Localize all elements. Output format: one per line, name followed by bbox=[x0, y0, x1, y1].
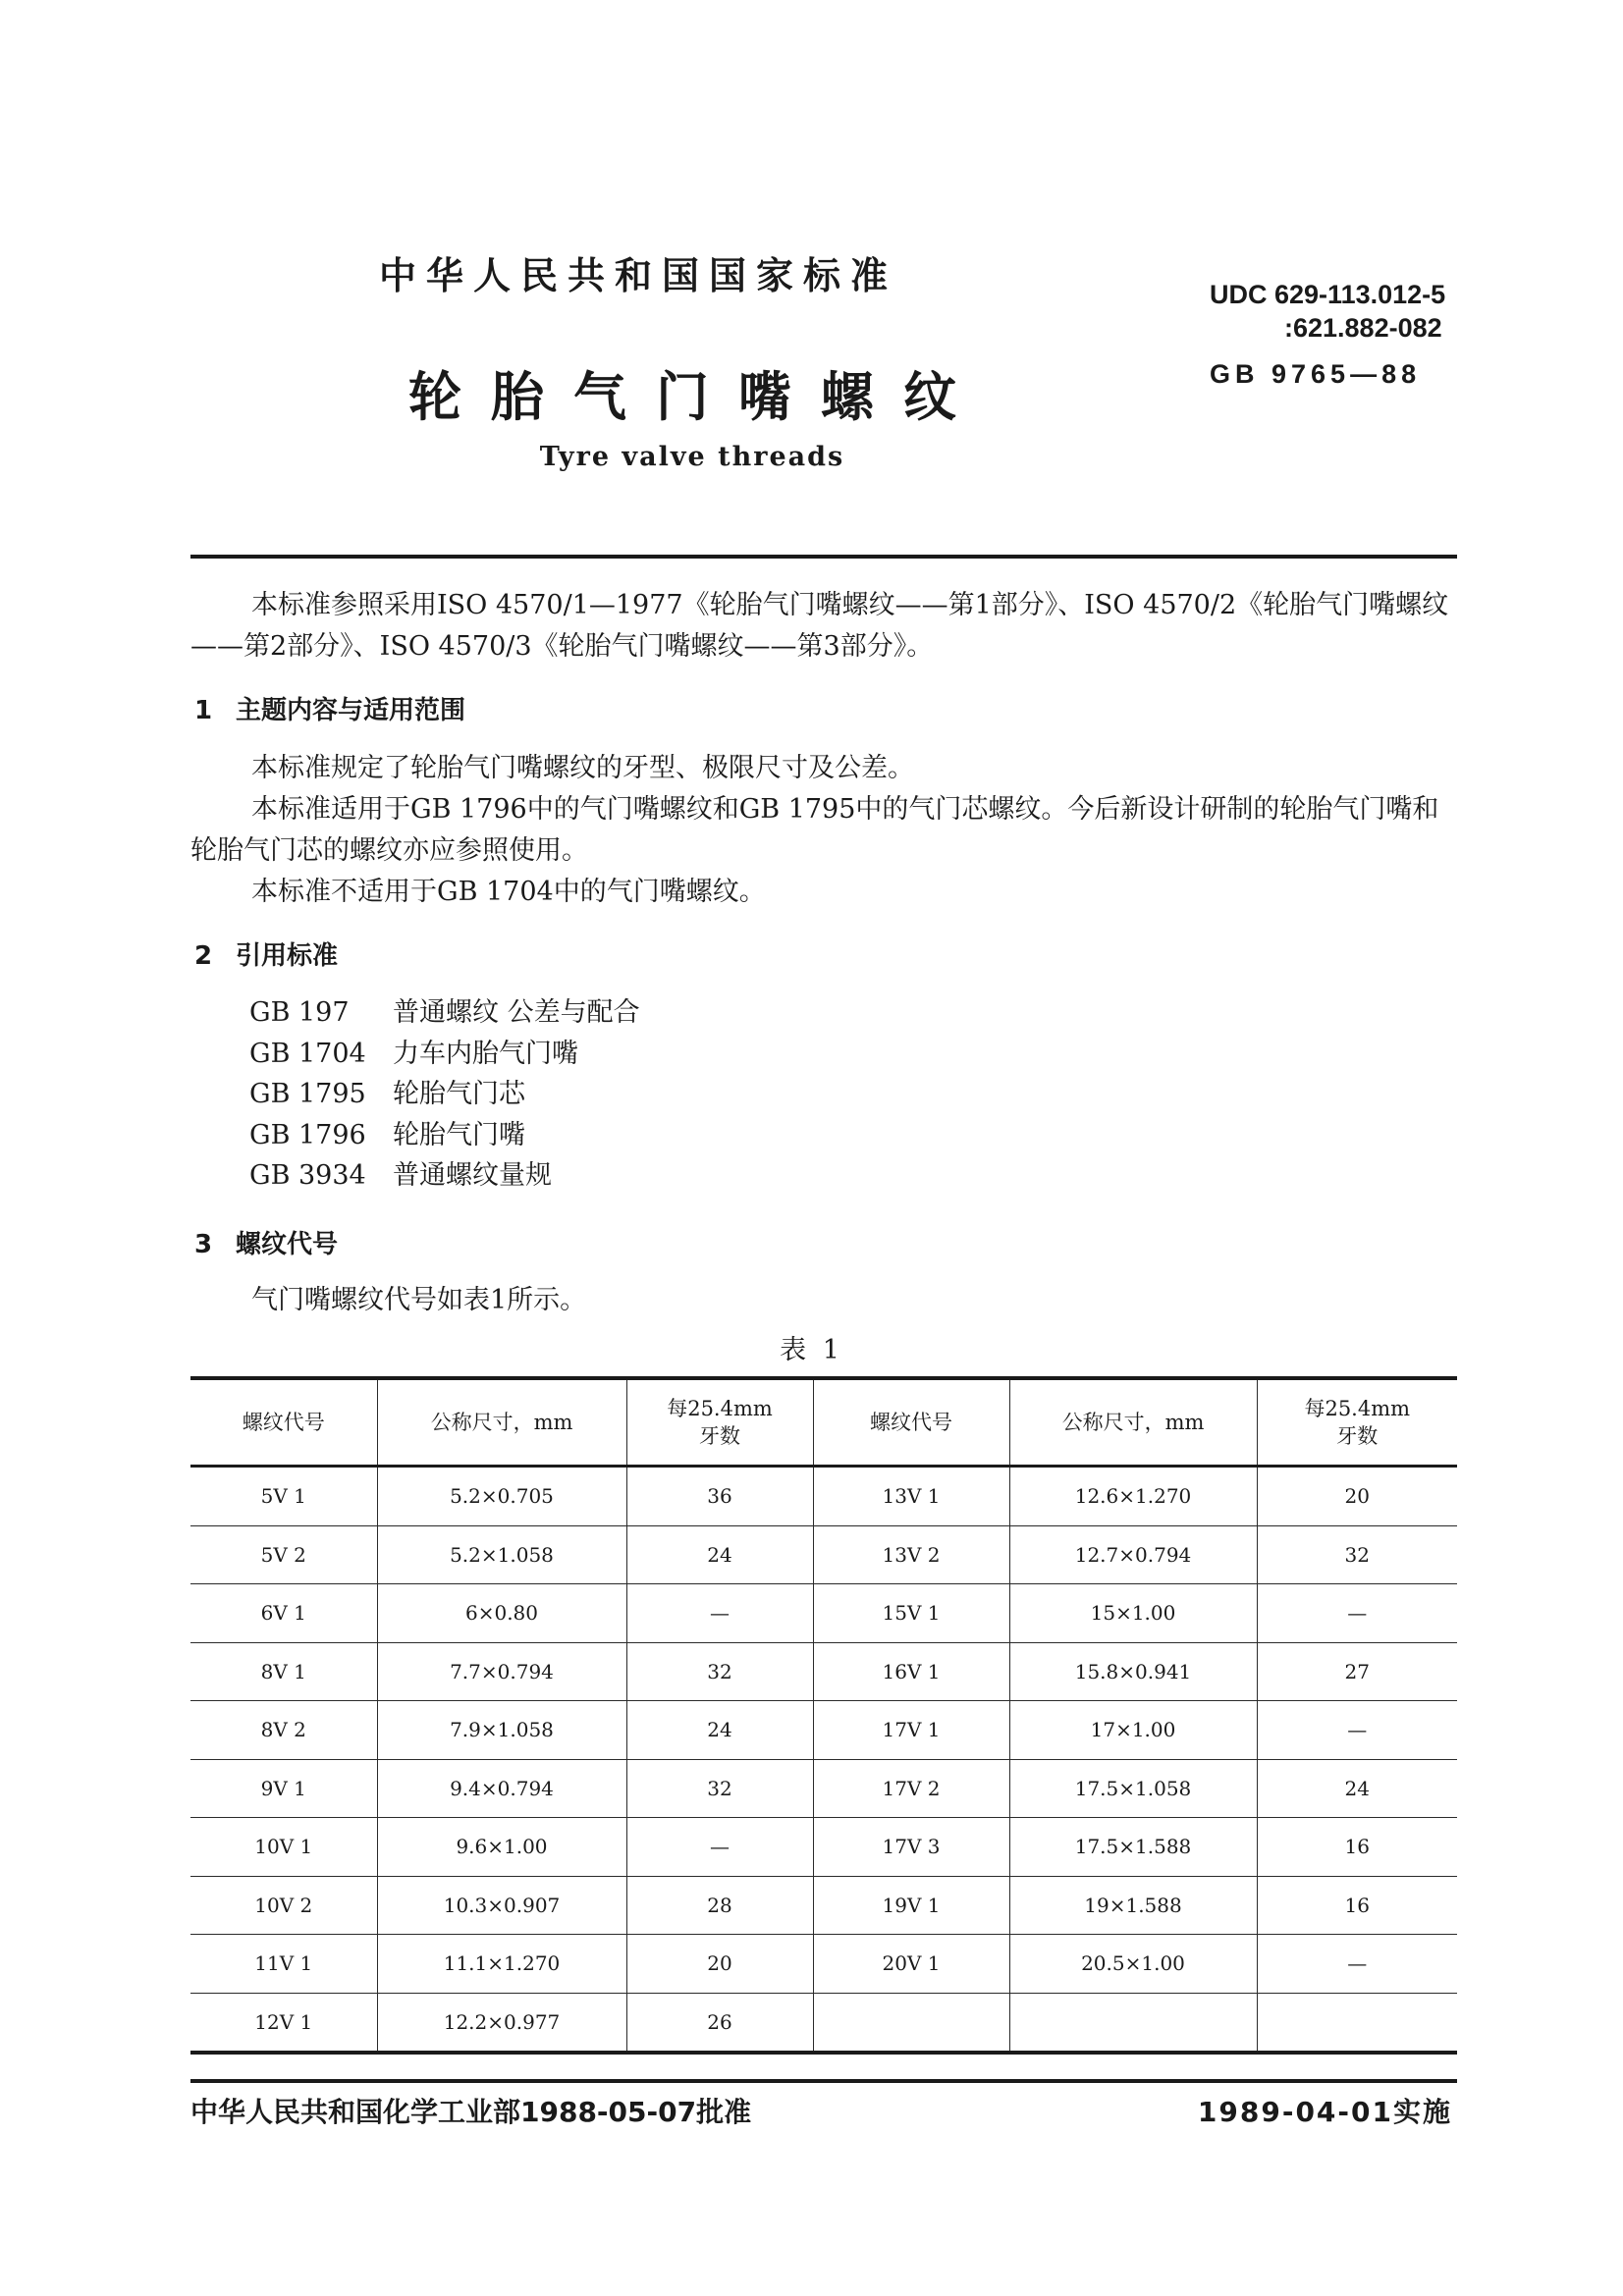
nominal-size-cell: 11.1×1.270 bbox=[377, 1935, 626, 1994]
thread-code-cell: 19V 1 bbox=[813, 1876, 1009, 1935]
reference-item bbox=[249, 1074, 640, 1115]
section-1-number: 1 bbox=[194, 696, 213, 725]
thread-code-cell: 5V 1 bbox=[190, 1467, 377, 1526]
header-tpi-line-1: 每25.4mm bbox=[667, 1397, 773, 1420]
table-caption: 表 1 bbox=[780, 1335, 843, 1365]
nominal-size-cell: 12.7×0.794 bbox=[1009, 1525, 1257, 1584]
nominal-size-cell: 17.5×1.058 bbox=[1009, 1759, 1257, 1818]
reference-code: GB 1796 bbox=[249, 1119, 366, 1150]
nominal-size-cell: 9.6×1.00 bbox=[377, 1818, 626, 1877]
national-standard-heading: 中华人民共和国国家标准 bbox=[378, 254, 897, 297]
table-row bbox=[190, 1818, 1457, 1877]
tpi-cell: 20 bbox=[1257, 1467, 1457, 1526]
footer-rule bbox=[190, 2079, 1457, 2083]
thread-code-cell: 5V 2 bbox=[190, 1525, 377, 1584]
section-3-paragraph: 气门嘴螺纹代号如表1所示。 bbox=[251, 1285, 587, 1315]
section-3-number: 3 bbox=[194, 1230, 213, 1259]
reference-name: 普通螺纹 公差与配合 bbox=[393, 997, 640, 1028]
thread-code-cell: 9V 1 bbox=[190, 1759, 377, 1818]
tpi-cell: 16 bbox=[1257, 1818, 1457, 1877]
thread-code-cell: 17V 1 bbox=[813, 1701, 1009, 1760]
tpi-cell: 20 bbox=[626, 1935, 813, 1994]
tpi-cell: 32 bbox=[626, 1642, 813, 1701]
nominal-size-cell: 17×1.00 bbox=[1009, 1701, 1257, 1760]
table-header-row bbox=[190, 1378, 1457, 1467]
nominal-size-cell: 5.2×0.705 bbox=[377, 1467, 626, 1526]
reference-name: 力车内胎气门嘴 bbox=[393, 1038, 578, 1069]
section-1-paragraph: 本标准适用于GB 1796中的气门嘴螺纹和GB 1795中的气门芯螺纹。今后新设计研制的轮胎气门嘴和轮胎气门芯的螺纹亦应参照使用。 bbox=[190, 794, 1439, 866]
document-title-english: Tyre valve threads bbox=[539, 442, 845, 472]
header-tpi-line-1: 每25.4mm bbox=[1304, 1397, 1411, 1420]
tpi-cell: 28 bbox=[626, 1876, 813, 1935]
header-threads-per-inch bbox=[626, 1378, 813, 1467]
reference-item bbox=[249, 1155, 640, 1197]
thread-code-cell: 13V 1 bbox=[813, 1467, 1009, 1526]
section-3-title: 螺纹代号 bbox=[236, 1230, 339, 1259]
thread-code-cell bbox=[813, 1993, 1009, 2053]
nominal-size-cell: 20.5×1.00 bbox=[1009, 1935, 1257, 1994]
tpi-cell: 26 bbox=[626, 1993, 813, 2053]
tpi-cell: — bbox=[626, 1584, 813, 1643]
table-row bbox=[190, 1876, 1457, 1935]
reference-item bbox=[249, 1115, 640, 1156]
tpi-cell: 24 bbox=[626, 1525, 813, 1584]
nominal-size-cell: 7.7×0.794 bbox=[377, 1642, 626, 1701]
section-2-number: 2 bbox=[194, 941, 213, 971]
header-thread-code: 螺纹代号 bbox=[190, 1378, 377, 1467]
nominal-size-cell bbox=[1009, 1993, 1257, 2053]
reference-code: GB 1704 bbox=[249, 1038, 366, 1069]
thread-code-cell: 10V 1 bbox=[190, 1818, 377, 1877]
intro-text: 本标准参照采用ISO 4570/1—1977《轮胎气门嘴螺纹——第1部分》、ISO 4570/2《轮胎气门嘴螺纹——第2部分》、ISO 4570/3《轮胎气门嘴螺纹——第3部分》。 bbox=[190, 590, 1449, 662]
nominal-size-cell: 12.6×1.270 bbox=[1009, 1467, 1257, 1526]
tpi-cell: — bbox=[626, 1818, 813, 1877]
tpi-cell: — bbox=[1257, 1701, 1457, 1760]
table-row bbox=[190, 1993, 1457, 2053]
nominal-size-cell: 5.2×1.058 bbox=[377, 1525, 626, 1584]
thread-code-cell: 12V 1 bbox=[190, 1993, 377, 2053]
table-row bbox=[190, 1935, 1457, 1994]
nominal-size-cell: 19×1.588 bbox=[1009, 1876, 1257, 1935]
section-3-heading bbox=[194, 1224, 338, 1260]
nominal-size-cell: 17.5×1.588 bbox=[1009, 1818, 1257, 1877]
section-3-body bbox=[190, 1280, 1457, 1321]
section-1-paragraph: 本标准不适用于GB 1704中的气门嘴螺纹。 bbox=[251, 877, 766, 907]
section-1-paragraph: 本标准规定了轮胎气门嘴螺纹的牙型、极限尺寸及公差。 bbox=[251, 753, 914, 783]
reference-code: GB 1795 bbox=[249, 1079, 366, 1109]
reference-item bbox=[249, 992, 640, 1034]
tpi-cell bbox=[1257, 1993, 1457, 2053]
tpi-cell: 16 bbox=[1257, 1876, 1457, 1935]
thread-code-cell: 16V 1 bbox=[813, 1642, 1009, 1701]
header-rule bbox=[190, 555, 1457, 559]
table-row bbox=[190, 1467, 1457, 1526]
header-thread-code: 螺纹代号 bbox=[813, 1378, 1009, 1467]
reference-name: 轮胎气门嘴 bbox=[393, 1119, 525, 1150]
reference-name: 普通螺纹量规 bbox=[393, 1160, 552, 1191]
reference-list bbox=[249, 992, 640, 1197]
tpi-cell: 27 bbox=[1257, 1642, 1457, 1701]
udc-line-2: :621.882-082 bbox=[1284, 313, 1442, 343]
section-1-body bbox=[190, 748, 1457, 913]
gb-number: GB 9765—88 bbox=[1210, 359, 1422, 389]
table-row bbox=[190, 1525, 1457, 1584]
nominal-size-cell: 10.3×0.907 bbox=[377, 1876, 626, 1935]
table-row bbox=[190, 1642, 1457, 1701]
header-tpi-line-2: 牙数 bbox=[1336, 1424, 1379, 1448]
header-threads-per-inch bbox=[1257, 1378, 1457, 1467]
implementation-date: 1989-04-01实施 bbox=[1197, 2096, 1452, 2128]
header-tpi-line-2: 牙数 bbox=[699, 1424, 740, 1448]
section-2-title: 引用标准 bbox=[236, 941, 339, 971]
reference-item bbox=[249, 1034, 640, 1075]
tpi-cell: 36 bbox=[626, 1467, 813, 1526]
nominal-size-cell: 12.2×0.977 bbox=[377, 1993, 626, 2053]
table-row bbox=[190, 1759, 1457, 1818]
thread-code-table bbox=[190, 1376, 1457, 2055]
approval-text: 中华人民共和国化学工业部1988-05-07批准 bbox=[190, 2096, 752, 2128]
intro-paragraph bbox=[190, 585, 1457, 667]
thread-code-cell: 17V 3 bbox=[813, 1818, 1009, 1877]
tpi-cell: — bbox=[1257, 1935, 1457, 1994]
reference-name: 轮胎气门芯 bbox=[393, 1079, 525, 1109]
reference-code: GB 197 bbox=[249, 997, 350, 1028]
document-title: 轮胎气门嘴螺纹 bbox=[408, 366, 986, 428]
tpi-cell: 24 bbox=[626, 1701, 813, 1760]
table-row bbox=[190, 1584, 1457, 1643]
thread-code-cell: 17V 2 bbox=[813, 1759, 1009, 1818]
reference-code: GB 3934 bbox=[249, 1160, 366, 1191]
nominal-size-cell: 15×1.00 bbox=[1009, 1584, 1257, 1643]
nominal-size-cell: 6×0.80 bbox=[377, 1584, 626, 1643]
thread-code-cell: 15V 1 bbox=[813, 1584, 1009, 1643]
nominal-size-cell: 9.4×0.794 bbox=[377, 1759, 626, 1818]
thread-code-cell: 8V 1 bbox=[190, 1642, 377, 1701]
header-nominal-size: 公称尺寸，mm bbox=[377, 1378, 626, 1467]
nominal-size-cell: 7.9×1.058 bbox=[377, 1701, 626, 1760]
udc-line-1: UDC 629-113.012-5 bbox=[1210, 280, 1446, 309]
section-1-heading bbox=[194, 690, 465, 726]
header-nominal-size: 公称尺寸，mm bbox=[1009, 1378, 1257, 1467]
thread-code-cell: 11V 1 bbox=[190, 1935, 377, 1994]
section-2-heading bbox=[194, 935, 338, 972]
thread-code-cell: 6V 1 bbox=[190, 1584, 377, 1643]
udc-number bbox=[1210, 278, 1445, 345]
thread-code-cell: 8V 2 bbox=[190, 1701, 377, 1760]
thread-code-cell: 10V 2 bbox=[190, 1876, 377, 1935]
section-1-title: 主题内容与适用范围 bbox=[236, 696, 466, 725]
nominal-size-cell: 15.8×0.941 bbox=[1009, 1642, 1257, 1701]
tpi-cell: 24 bbox=[1257, 1759, 1457, 1818]
tpi-cell: 32 bbox=[626, 1759, 813, 1818]
thread-code-cell: 13V 2 bbox=[813, 1525, 1009, 1584]
tpi-cell: 32 bbox=[1257, 1525, 1457, 1584]
thread-code-cell: 20V 1 bbox=[813, 1935, 1009, 1994]
tpi-cell: — bbox=[1257, 1584, 1457, 1643]
table-row bbox=[190, 1701, 1457, 1760]
